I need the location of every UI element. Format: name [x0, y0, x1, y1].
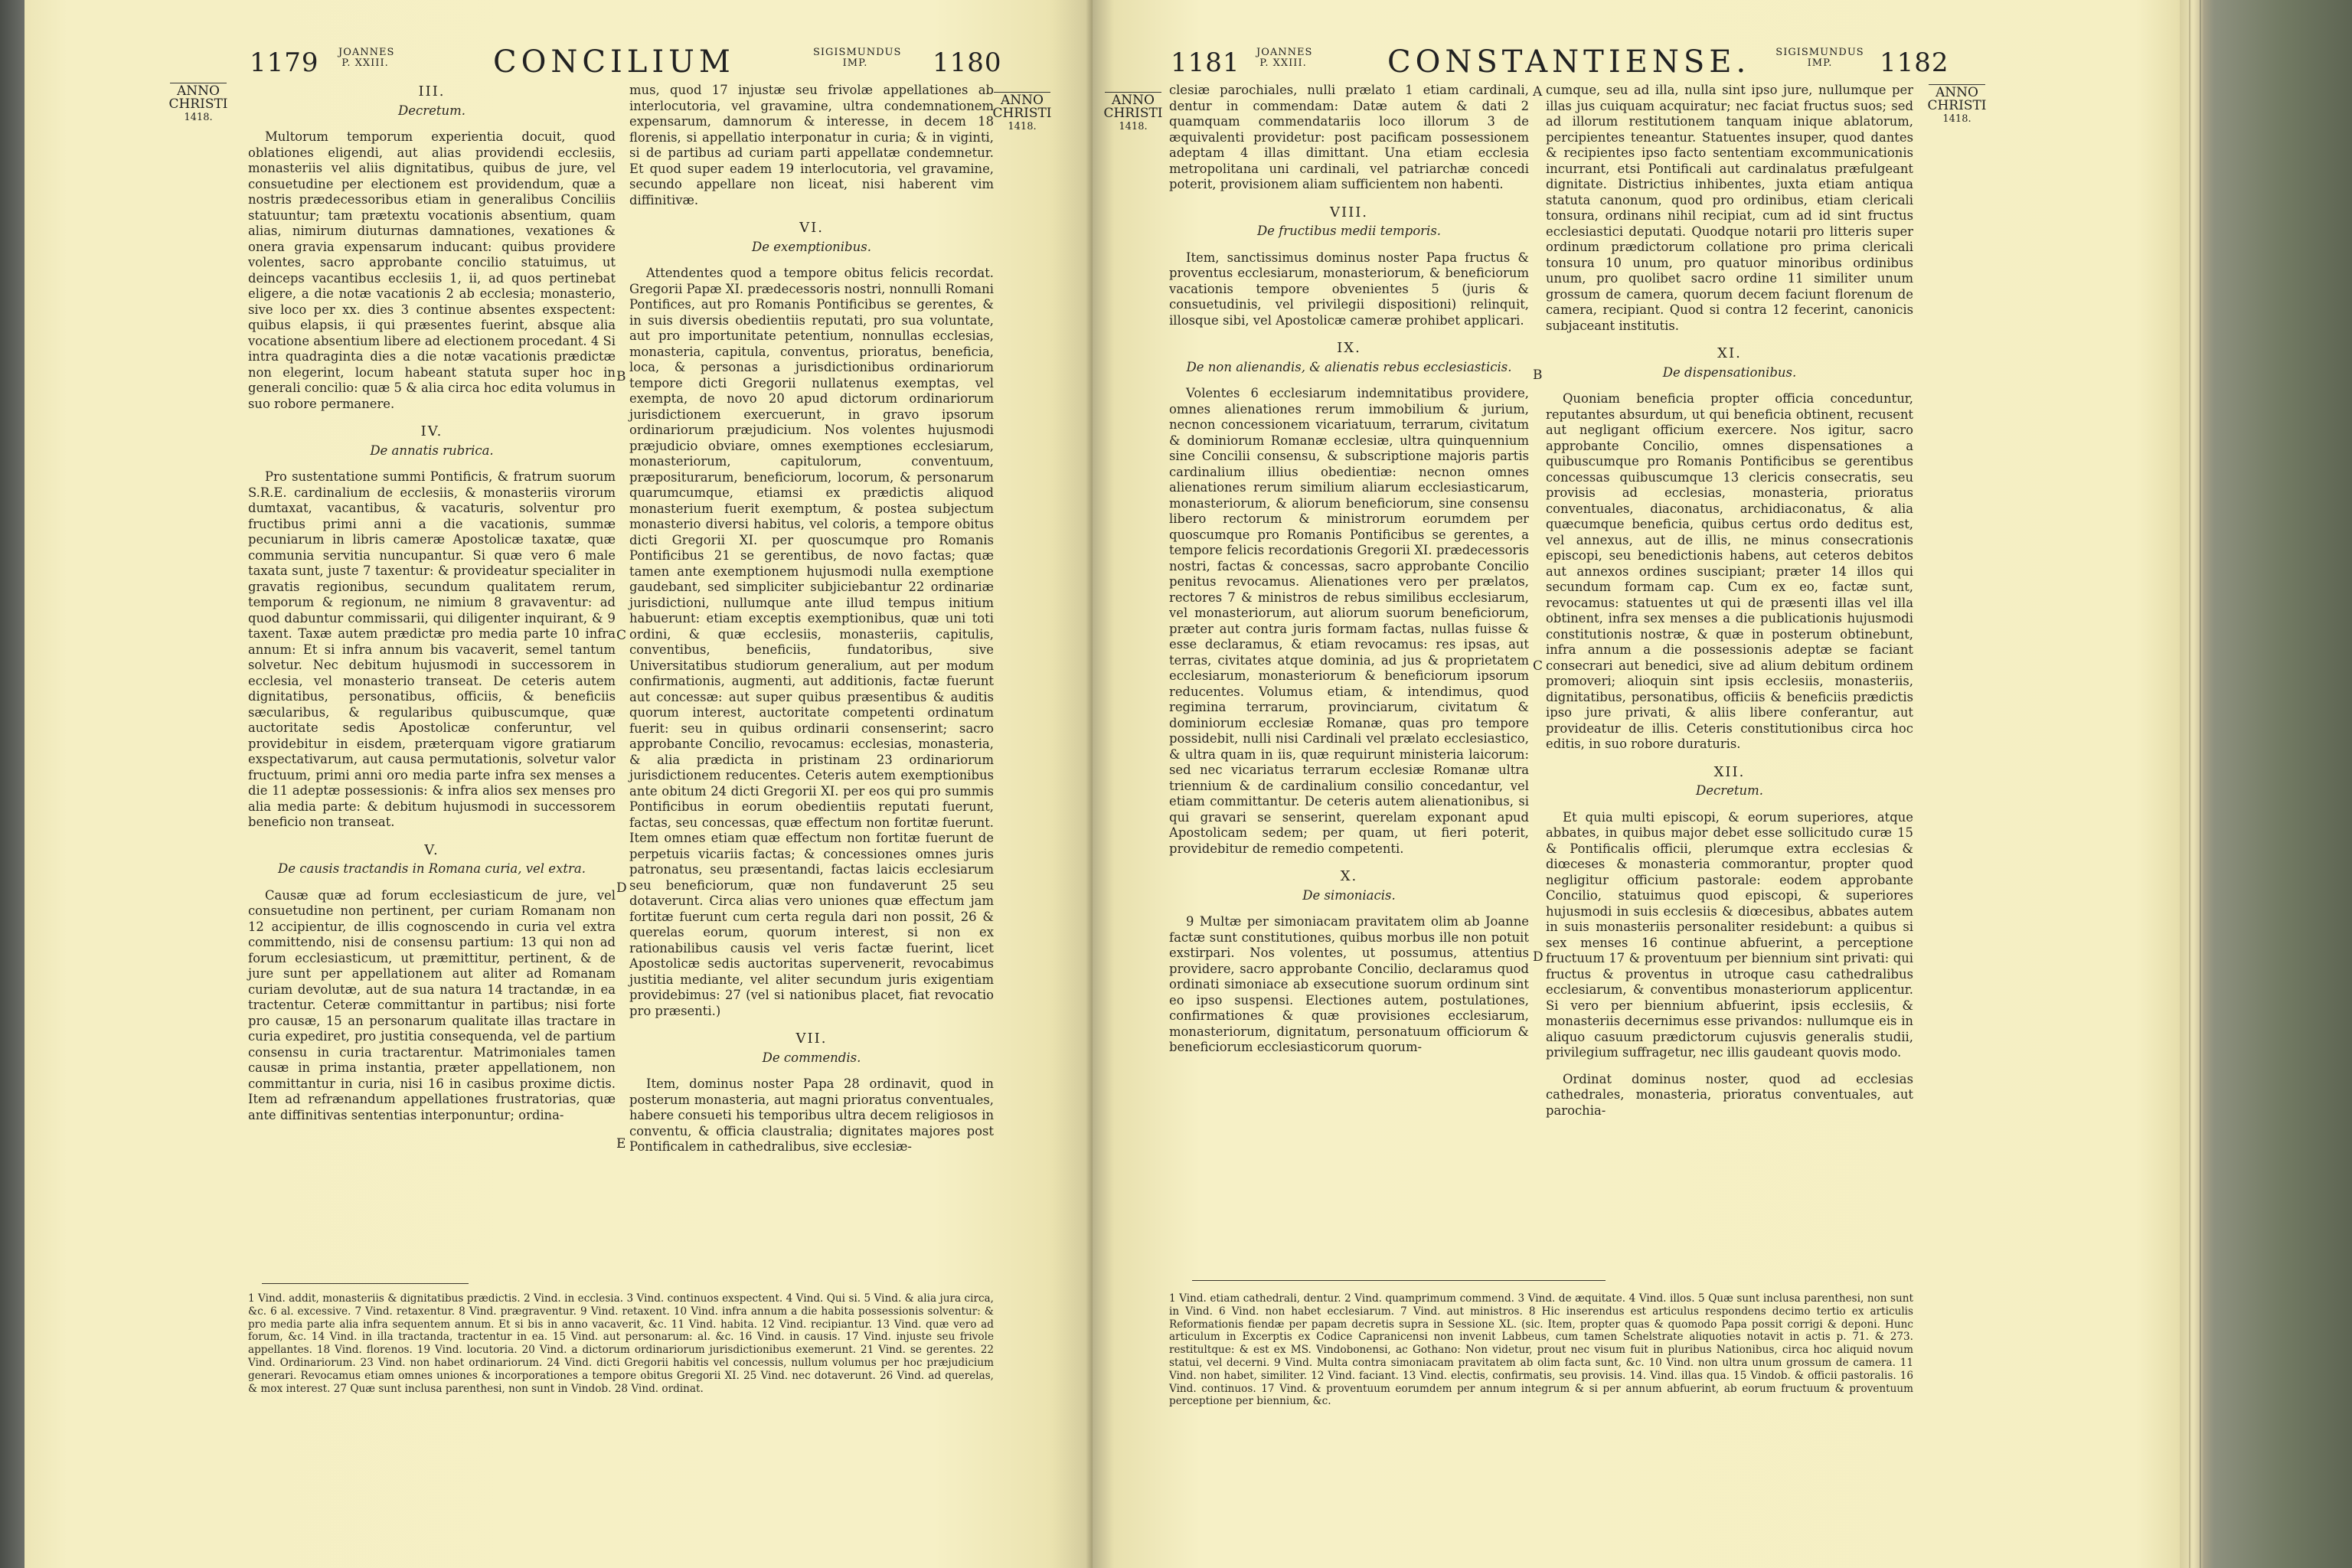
paragraph-spacer	[1169, 857, 1529, 867]
left-running-head	[24, 43, 1093, 81]
pope-number: P. XXIII.	[341, 57, 389, 69]
page-number-1179: 1179	[250, 47, 319, 78]
margin-letter-d: D	[616, 880, 627, 896]
paragraph: mus, quod 17 injustæ seu frivolæ appellationes ab interlocutoria, vel gravamine, ultra condemnationem expensarum, damnorum & interesse, in decem 18 florenis, si appellatio interponatur in curia; & in viginti, si de partibus ad curiam parti appellatæ condemnetur. Et quod super eadem 19 interlocutoria, vel gravamine, secundo appellare non liceat, nisi haberent vim diffinitivæ.	[629, 83, 994, 207]
anno-word: ANNO	[177, 83, 220, 99]
paragraph-spacer	[1546, 753, 1913, 763]
section-number: IV.	[420, 423, 443, 439]
christi-word: CHRISTI	[1927, 98, 1987, 113]
anno-word: ANNO	[1936, 85, 1978, 100]
section-number: VII.	[795, 1031, 828, 1047]
anno-christi-right-margin	[1926, 84, 1988, 126]
section-title: Decretum.	[1695, 783, 1764, 798]
paragraph-spacer	[248, 831, 616, 841]
footnote-rule	[262, 1283, 469, 1284]
section-title: Decretum.	[397, 103, 466, 118]
page-title: CONSTANTIENSE.	[1387, 44, 1751, 80]
christi-word: CHRISTI	[168, 96, 228, 112]
section-number: IX.	[1337, 340, 1361, 356]
paragraph: Multorum temporum experientia docuit, quod oblationes eligendi, aut alias providendi ecclesiis, monasteriis vel aliis dignitatibus, quibus de jure, vel consuetudine per electionem est providendum, quæ a nostris prædecessoribus etiam in generalibus Conciliis statuuntur; tam prætextu vocationis absentium, quam alias, nimirum diuturnas damnationes, vexationes & onera gravia expensarum inducant: quibus providere volentes, sacro approbante concilio statuimus, ut deinceps vacantibus ecclesiis 1, ii, ad quos pertinebat eligere, a die notæ vacationis 2 ab ecclesia; monasterio, sive loco per xx. dies 3 continue absentes exspectent: quibus elapsis, ii qui præsentes fuerint, absque alia vocatione absentium libere ad electionem procedant. 4 Si intra quadraginta dies a die notæ vacationis prædictæ non elegerint, locum habeant statuta super hoc in generali concilio: quæ 5 & alia circa hoc edita volumus in suo robore permanere.	[248, 129, 616, 411]
paragraph: Attendentes quod a tempore obitus felicis recordat. Gregorii Papæ XI. prædecessoris nostri, nonnulli Romani Pontifices, aut pro Romanis Pontificibus se gerentes, & in suis diversis obedientiis reputati, pro sua voluntate, aut pro importunitate petentium, nonnullas ecclesias, monasteria, capitula, conventus, prioratus, beneficia, loca, & personas a jurisdictionibus ordinariorum tempore dicti Gregorii nullatenus exemptas, vel exempta, de novo 20 apud dictorum ordinariorum jurisdictionem exercuerunt, in gravo ipsorum ordinariorum præjudicium. Nos volentes hujusmodi præjudicio obviare, omnes exemptiones ecclesiarum, monasteriorum, capitulorum, conventuum, præpositurarum, beneficiorum, locorum, & personarum quarumcumque, etiamsi ex prædictis aliquod monasterium fuerit exemptum, & postea subjectum monasterio diversi habitus, vel coloris, a tempore obitus dicti Gregorii XI. per quoscumque pro Romanis Pontificibus 21 se gerentibus, de novo factas; quæ tamen ante exemptionem hujusmodi nulla exemptione gaudebant, sed simpliciter subjiciebantur 22 ordinariæ jurisdictioni, nullumque ante illud tempus initium habuerunt: etiam exceptis exemptionibus, quæ uni toti ordini, & quæ ecclesiis, monasteriis, capitulis, conventibus, beneficiis, fundatoribus, sive Universitatibus studiorum generalium, aut per modum confirmationis, augmenti, aut additionis, factæ fuerunt aut concessæ: aut super quibus præsentibus & auditis quorum interest, auctoritate competenti ordinatum fuerit: seu in quibus ordinarii consenserint; sacro approbante Concilio, revocamus: ecclesias, monasteria, & alia prædicta in pristinam 23 ordinariorum jurisdictionem reducentes. Ceteris autem exemptionibus ante obitum 24 dicti Gregorii XI. per eos qui pro summis Pontificibus in eorum obedientiis reputati fuerunt, factas, seu concessas, quæ effectum non fortitæ fuerunt. Item omnes etiam quæ effectum non fortitæ fuerunt de perpetuis vicariis factas; & concessiones omnes juris patronatus, seu præsentandi, factas laicis ecclesiarum seu beneficiorum, quæ non fundaverunt 25 seu dotaverunt. Circa alias vero uniones quæ effectum jam fortitæ fuerunt cum certa regula dari non possit, 26 & querelas eorum, quorum interest, si non ex rationabilibus causis vel veris factæ fuerint, licet Apostolicæ sedis auctoritas supervenerit, revocabimus justitia mediante, vel aliter secundum juris exigentiam providebimus: 27 (vel si nationibus placet, fiat revocatio pro præsenti.)	[629, 266, 994, 1018]
book-fore-edge	[2180, 0, 2352, 1568]
edge-line	[2189, 0, 2190, 1568]
emperor-label	[813, 47, 902, 69]
left-page-column-1	[248, 83, 616, 1134]
page-number-1180: 1180	[933, 47, 1002, 78]
anno-year: 1418.	[184, 112, 213, 123]
emperor-name: SIGISMUNDUS	[1775, 47, 1864, 58]
margin-letter-c: C	[616, 628, 627, 643]
margin-letter-b: B	[616, 369, 626, 384]
anno-year: 1418.	[1119, 121, 1148, 132]
section-number: V.	[424, 841, 439, 858]
section-title: De dispensationibus.	[1662, 364, 1797, 380]
pope-name: JOANNES	[338, 47, 395, 58]
paragraph: 9 Multæ per simoniacam pravitatem olim ab Joanne factæ sunt constitutiones, quibus morbus ille non potuit exstirpari. Nos volentes, ut possumus, attentius providere, sacro approbante Concilio, declaramus quod ordinati simoniace ab exsecutione suorum ordinum sint eo ipso suspensi. Electiones autem, postulationes, confirmationes & quæ provisiones ecclesiarum, monasteriorum, dignitatum, personatuum officiorum & beneficiorum ecclesiasticorum quorum-	[1169, 914, 1529, 1054]
paragraph-spacer	[1169, 1056, 1529, 1067]
right-page-column-1	[1169, 83, 1529, 1067]
pope-name: JOANNES	[1256, 47, 1313, 58]
paragraph-spacer	[248, 1123, 616, 1134]
margin-letter-b: B	[1533, 368, 1543, 383]
right-page-column-2	[1546, 83, 1913, 1129]
left-footnotes: 1 Vind. addit, monasteriis & dignitatibus prædictis. 2 Vind. in ecclesia. 3 Vind. continuos exspectent. 4 Vind. Qui si. 5 Vind. & alia jura circa, &c. 6 al. excessive. 7 Vind. retaxentur. 8 Vind. prægraventur. 9 Vind. retaxent. 10 Vind. infra annum a die habita possessionis solventur: & pro media parte alia infra sequentem annum. Et si bis in anno vacaverit, &c. 11 Vind. habita. 12 Vind. recipiantur. 13 Vind. quæ vero ad forum, &c. 14 Vind. in illa tractanda, tractentur in ea. 15 Vind. aut personarum: al. &c. 16 Vind. in causis. 17 Vind. injuste seu frivole appellantes. 18 Vind. florenos. 19 Vind. locutoria. 20 Vind. a dictorum ordinariorum jurisdictionibus exemerunt. 21 Vind. se gerentes. 22 Vind. Ordinariorum. 23 Vind. non habet ordinariorum. 24 Vind. dicti Gregorii habitis vel concessis, nullum volumus per hoc præjudicium generari. Revocamus etiam omnes uniones & incorporationes a tempore obitus Gregorii XI. 25 Vind. nec dotaverunt. 26 Vind. ad querelas, & mox interest. 27 Quæ sunt inclusa parenthesi, non sunt in Vindob. 28 Vind. ordinat.	[248, 1292, 994, 1395]
emperor-title: IMP.	[842, 57, 868, 69]
section-number: XII.	[1713, 763, 1746, 780]
paragraph-spacer	[629, 1155, 994, 1166]
left-page-column-2	[629, 83, 994, 1166]
paragraph: Item, sanctissimus dominus noster Papa fructus & proventus ecclesiarum, monasteriorum, & beneficiorum vacationis tempore obvenientes 5 (juris & consuetudinis, vel privilegii dispositioni) relinquit, illosque sibi, vel Apostolicæ cameræ prohibet applicari.	[1169, 250, 1529, 328]
footnote-rule	[1192, 1280, 1606, 1281]
paragraph-spacer	[1546, 1061, 1913, 1072]
paragraph-spacer	[629, 1019, 994, 1030]
left-page	[24, 0, 1093, 1568]
page-number-1181: 1181	[1171, 47, 1240, 78]
section-title: De fructibus medii temporis.	[1256, 224, 1442, 238]
paragraph: clesiæ parochiales, nulli prælato 1 etiam cardinali, dentur in commendam: Datæ autem & dati 2 quamquam commendatariis loco illorum 3 de æquivalenti providetur: post pacificam possessionem adeptam 4 illas dimittant. Una etiam ecclesia metropolitana uni cardinali, vel patriarchæ concedi poterit, provisionem aliam sufficientem non habenti.	[1169, 83, 1529, 191]
right-footnotes: 1 Vind. etiam cathedrali, dentur. 2 Vind. quamprimum commend. 3 Vind. de æquitate. 4 Vind. illos. 5 Quæ sunt inclusa parenthesi, non sunt in Vind. 6 Vind. non habet ecclesiarum. 7 Vind. aut ministros. 8 Hic inserendus est articulus respondens decimo tertio ex articulis Reformationis fiendæ per papam decretis supra in Sessione XL. (sic. Item, propter quas & quomodo Papa possit corrigi & deponi. Hunc articulum in Excerptis ex Codice Capranicensi non invenit Labbeus, cum tamen Schelstrate aliquoties notavit in actis p. 71. & 273. restitultque: & est ex MS. Vindobonensi, ac Gothano: Non videtur, prout nec visum fuit in pluribus Nationibus, circa hoc aliquid novum statui, vel decerni. 9 Vind. Multa contra simoniacam pravitatem ab olim facta sunt, &c. 10 Vind. non ultra unum grossum de camera. 11 Vind. non habet, similiter. 12 Vind. faciant. 13 Vind. electis, confirmatis, seu provisis. 14. Vind. illas qua. 15 Vindob. & officii pastoralis. 16 Vind. continuos. 17 Vind. & proventuum eorumdem per annum integrum & si per annum abfuerint, ab eorum fructuum & proventuum perceptione per biennium, &c.	[1169, 1292, 1913, 1408]
section-title: De causis tractandis in Romana curia, vel extra.	[278, 861, 586, 876]
paragraph-spacer	[629, 208, 994, 219]
paragraph-spacer	[248, 412, 616, 423]
pope-label	[338, 47, 395, 69]
section-title: De exemptionibus.	[752, 239, 871, 254]
paragraph: Pro sustentatione summi Pontificis, & fratrum suorum S.R.E. cardinalium de ecclesiis, & monasteriis virorum dumtaxat, vacantibus, & vacaturis, solventur pro fructibus primi anni a die vacationis, summæ pecuniarum in libris cameræ Apostolicæ taxatæ, quæ communia servitia nuncupantur. Si quæ vero 6 male taxata sunt, juste 7 taxentur: & provideatur specialiter in gravatis regionibus, secundum qualitatem rerum, temporum & regionum, ne nimium 8 gravaventur: ad quod dabuntur commissarii, qui diligenter inquirant, & 9 taxent. Taxæ autem prædictæ pro media parte 10 infra annum: Et si infra annum bis vacaverit, semel tantum solvetur. Nec debitum hujusmodi in successorem in ecclesia, vel monasterio transeat. De ceteris autem dignitatibus, personatibus, officiis, & beneficiis sæcularibus, & regularibus quibuscumque, quæ auctoritate sedis Apostolicæ conferuntur, vel providebitur in eisdem, præterquam vigore gratiarum exspectativarum, aut causa permutationis, solvetur valor fructuum, primi anni oro media parte infra sex menses a die 11 adeptæ possessionis: & infra alios sex menses pro alia media parte: & debitum hujusmodi in successorem beneficio non transeat.	[248, 469, 616, 829]
christi-word: CHRISTI	[1103, 106, 1163, 121]
emperor-name: SIGISMUNDUS	[813, 47, 902, 58]
page-number-1182: 1182	[1880, 47, 1949, 78]
christi-word: CHRISTI	[992, 106, 1052, 121]
anno-word: ANNO	[1001, 93, 1044, 108]
paragraph-spacer	[1546, 1119, 1913, 1129]
section-number: X.	[1340, 868, 1358, 884]
anno-christi-left-margin	[167, 83, 230, 124]
paragraph: Quoniam beneficia propter officia conceduntur, reputantes absurdum, ut qui beneficia obtinent, recusent aut negligant officium exercere. Nos igitur, sacro approbante Concilio, omnes dispensationes a quibuscumque pro Romanis Pontificibus se gerentibus concessas quibuscumque 13 clericis consecratis, seu provisis ad ecclesias, monasteria, prioratus conventuales, diaconatus, archidiaconatus, & alia quæcumque beneficia, quibus certus ordo deditus est, vel annexus, aut de illis, ne minus consecrationis episcopi, seu benedictionis habens, aut ceteros debitos aut annexos ordines suscipiant; præter 14 illos qui secundum formam cap. Cum ex eo, factæ sunt, revocamus: statuentes ut qui de præsenti illas vel illa obtinent, infra sex menses a die publicationis hujusmodi constitutionis nostræ, & quæ in posterum obtinebunt, infra annum a die possessionis adeptæ se faciant consecrari aut benedici, sive ad alium debitum ordinem promoveri; alioquin sint ipsis ecclesiis, monasteriis, dignitatibus, personatibus, officiis & beneficiis prædictis ipso jure privati, & aliis libere conferantur, aut provideatur de illis. Ceteris constitutionibus circa hoc editis, in suo robore duraturis.	[1546, 391, 1913, 751]
section-title: De annatis rubrica.	[370, 443, 494, 458]
page-title: CONCILIUM	[493, 44, 735, 80]
paragraph: Causæ quæ ad forum ecclesiasticum de jure, vel consuetudine non pertinent, per curiam Romanam non 12 accipientur, de illis cognoscendo in curia vel extra committendo, nisi de consensu partium: 13 qui non ad forum ecclesiasticum, ut præmittitur, pertinent, & de jure sunt per appellationem aut aliter ad Romanam curiam devolutæ, aut de sua natura 14 tractandæ, in ea tractentur. Ceteræ committantur in partibus; nisi forte pro causæ, 15 an personarum qualitate illas tractare in curia expediret, pro justitia consequenda, vel de partium consensu in curia tractarentur. Matrimoniales tamen causæ in prima instantia, præter appellationem, non committantur in curia, nisi 16 in casibus proxime dictis. Item ad refrænandum appellationes frustratorias, quæ ante diffinitivas sententias interponuntur; ordina-	[248, 887, 616, 1122]
margin-letter-a: A	[1533, 84, 1543, 100]
paragraph-spacer	[1169, 193, 1529, 204]
section-number: III.	[418, 83, 446, 100]
anno-word: ANNO	[1112, 93, 1155, 108]
section-title: De simoniacis.	[1302, 887, 1396, 903]
section-number: XI.	[1717, 345, 1742, 361]
pope-number: P. XXIII.	[1259, 57, 1307, 69]
margin-letter-e: E	[616, 1136, 626, 1152]
emperor-label	[1774, 47, 1866, 69]
anno-year: 1418.	[1942, 113, 1971, 125]
edge-line	[2200, 0, 2201, 1568]
pope-label	[1256, 47, 1313, 69]
section-number: VIII.	[1329, 204, 1369, 220]
paragraph: cumque, seu ad illa, nulla sint ipso jure, nullumque per illas jus cuiquam acquiratur; nec faciat fructus suos; sed ad illorum restitutionem tanquam inique ablatorum, percipientes teneantur. Statuentes insuper, quod dantes & recipientes ipso facto sententiam excommunicationis incurrant, etsi Pontificali aut cardinalatus præfulgeant dignitate. Districtius inhibentes, juxta etiam antiqua statuta canonum, quod pro ordinibus, etiam clericali tonsura, ordinans nihil recipiat, cum ad id sint fructus ecclesiastici deputati. Quodque notarii pro litteris super ordinum prædictorum collatione pro prima clericali tonsura 10 unum, pro quatuor minoribus ordinibus unum, pro quolibet sacro ordine 11 similiter unum grossum de camera, quorum decem faciunt florenum de camera, recipiant. Quod si contra 12 fecerint, canonicis subjaceant institutis.	[1546, 83, 1913, 333]
anno-christi-right-margin	[991, 92, 1054, 133]
margin-letter-d: D	[1533, 949, 1544, 965]
paragraph-spacer	[1546, 334, 1913, 345]
section-number: VI.	[799, 220, 824, 236]
anno-christi-left-margin	[1102, 92, 1165, 133]
margin-letter-c: C	[1533, 658, 1544, 674]
right-running-head	[1093, 43, 2180, 81]
emperor-title: IMP.	[1807, 57, 1833, 69]
paragraph: Item, dominus noster Papa 28 ordinavit, quod in posterum monasteria, aut magni prioratus conventuales, habere consueti his temporibus ultra decem religiosos in conventu, & officia claustralia; dignitates majores post Pontificalem in cathedralibus, sive ecclesiæ-	[629, 1076, 994, 1154]
right-page	[1093, 0, 2180, 1568]
paragraph: Ordinat dominus noster, quod ad ecclesias cathedrales, monasteria, prioratus conventuales, aut parochia-	[1546, 1071, 1913, 1118]
section-title: De non alienandis, & alienatis rebus ecclesiasticis.	[1186, 359, 1512, 374]
paragraph: Et quia multi episcopi, & eorum superiores, atque abbates, in quibus major debet esse sollicitudo curæ 15 & Pontificalis officii, plerumque extra ecclesias & diœceses & monasteria commorantur, propter quod negligitur officium pastorale: eodem approbante Concilio, statuimus quod episcopi, & superiores hujusmodi in suis ecclesiis & diœcesibus, abbates autem in suis monasteriis personaliter residebunt: a quibus si sex menses 16 continue abfuerint, a perceptione fructuum 17 & proventuum per biennium sint privati: qui fructus & proventus in utroque casu cathedralibus ecclesiarum, & conventibus monasteriorum applicentur. Si vero per biennium abfuerint, ipsis ecclesiis, & monasteriis decernimus esse privandos: nullumque eis in aliquo casuum prædictorum cujusvis generalis studii, privilegium suffragetur, nec illis gaudeant quovis modo.	[1546, 809, 1913, 1060]
anno-year: 1418.	[1008, 121, 1037, 132]
paragraph-spacer	[1169, 328, 1529, 339]
section-title: De commendis.	[762, 1050, 861, 1065]
paragraph: Volentes 6 ecclesiarum indemnitatibus providere, omnes alienationes rerum immobilium & jurium, necnon concessionem vicariatuum, terrarum, civitatum & dominiorum Romanæ ecclesiæ, ultra quinquennium sine Concilii consensu, & subscriptione majoris partis cardinalium illius obedientiæ: necnon omnes alienationes rerum similium aliarum ecclesiasticarum, monasteriorum, & aliorum beneficiorum, sine consensu libero rectorum & ministrorum eorumdem per quoscumque pro Romanis Pontificibus se gerentes, a tempore felicis recordationis Gregorii XI. prædecessoris nostri, factas & concessas, sacro approbante Concilio penitus revocamus. Alienationes vero per prælatos, rectores 7 & ministros de rebus similibus ecclesiarum, vel monasteriorum, aut aliorum suorum beneficiorum, præter aut contra juris formam factas, nullas fuisse & esse declaramus, & etiam revocamus: res ipsas, aut terras, civitates atque dominia, ad jus & proprietatem ecclesiarum, monasteriorum & beneficiorum ipsorum reducentes. Volumus etiam, & intendimus, quod regimina terrarum, provinciarum, civitatum & dominiorum ecclesiæ Romanæ, quas pro tempore possidebit, nulli nisi Cardinali vel prælato ecclesiastico, & ultra quam in iis, quæ requirunt ministeria laicorum: sed nec vicariatus terrarum ecclesiæ Romanæ ultra triennium & de cardinalium consilio concedantur, vel etiam committantur. De ceteris autem alienationibus, si qui gravari se senserint, querelam exponant apud Apostolicam sedem; per quam, ut fieri poterit, providebitur de remedio competenti.	[1169, 386, 1529, 856]
